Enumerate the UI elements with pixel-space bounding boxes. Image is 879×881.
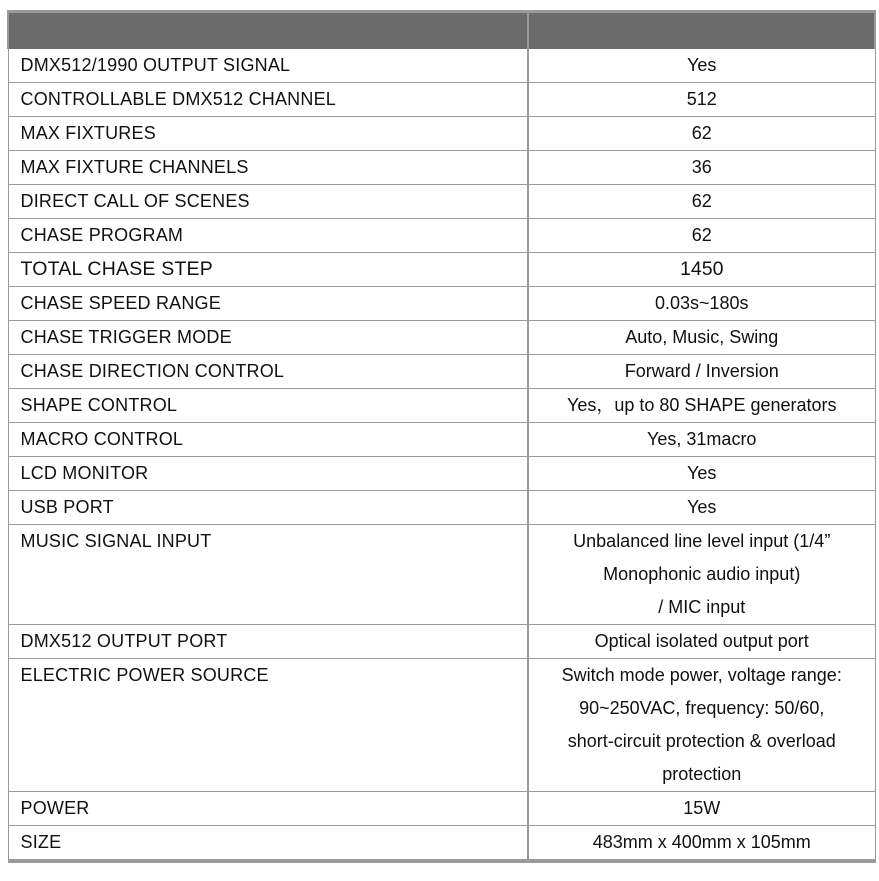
table-row [8, 792, 875, 826]
spec-label: MACRO CONTROL [8, 423, 528, 457]
spec-value [528, 457, 875, 491]
spec-value [528, 423, 875, 457]
spec-value-line: 62 [691, 123, 712, 143]
spec-value [528, 659, 875, 792]
spec-value-line: Monophonic audio input) [603, 564, 801, 584]
spec-value-line: 0.03s~180s [654, 293, 749, 313]
spec-value-line: short-circuit protection & overload [567, 731, 836, 751]
spec-value-line: 36 [691, 157, 712, 177]
spec-value-line: Unbalanced line level input (1/4” [573, 531, 831, 551]
table-row [8, 525, 875, 625]
spec-value [528, 491, 875, 525]
header-cell-feature [8, 12, 528, 50]
spec-value [528, 151, 875, 185]
spec-value-line: Yes, 31macro [647, 429, 757, 449]
spec-value-line: 483mm x 400mm x 105mm [592, 832, 811, 852]
spec-value [528, 525, 875, 625]
spec-label: CHASE PROGRAM [8, 219, 528, 253]
spec-label: DMX512/1990 OUTPUT SIGNAL [8, 49, 528, 83]
spec-value [528, 625, 875, 659]
table-row [8, 219, 875, 253]
table-body [8, 49, 875, 861]
spec-label: LCD MONITOR [8, 457, 528, 491]
spec-value-line: Yes [687, 463, 717, 483]
table-row [8, 321, 875, 355]
spec-value [528, 185, 875, 219]
spec-label: TOTAL CHASE STEP [8, 253, 528, 287]
spec-label: ELECTRIC POWER SOURCE [8, 659, 528, 792]
table-row [8, 287, 875, 321]
spec-value-line: Yes，up to 80 SHAPE generators [567, 395, 837, 415]
spec-value-line: Yes [687, 55, 717, 75]
spec-value [528, 253, 875, 287]
table-row [8, 423, 875, 457]
table-row [8, 457, 875, 491]
header-cell-value [528, 12, 875, 50]
spec-value-line: 15W [683, 798, 721, 818]
spec-value-line: Switch mode power, voltage range: [561, 665, 842, 685]
spec-label: DMX512 OUTPUT PORT [8, 625, 528, 659]
table-row [8, 355, 875, 389]
table-row [8, 83, 875, 117]
spec-value-line: 62 [691, 191, 712, 211]
spec-value [528, 355, 875, 389]
spec-value [528, 219, 875, 253]
spec-value [528, 321, 875, 355]
table-row [8, 826, 875, 862]
spec-value-line: Forward / Inversion [624, 361, 779, 381]
spec-label: CHASE TRIGGER MODE [8, 321, 528, 355]
table-header [8, 12, 875, 50]
table-row [8, 389, 875, 423]
table-row [8, 117, 875, 151]
spec-value-line: 1450 [680, 258, 724, 280]
spec-label: SHAPE CONTROL [8, 389, 528, 423]
spec-value-line: Optical isolated output port [594, 631, 809, 651]
spec-label: CONTROLLABLE DMX512 CHANNEL [8, 83, 528, 117]
spec-value [528, 49, 875, 83]
spec-label: MAX FIXTURE CHANNELS [8, 151, 528, 185]
table-row [8, 659, 875, 792]
table-row [8, 185, 875, 219]
spec-value-line: / MIC input [658, 597, 746, 617]
spec-value-line: protection [662, 764, 742, 784]
spec-label: MUSIC SIGNAL INPUT [8, 525, 528, 625]
spec-value-line: 62 [691, 225, 712, 245]
spec-label: DIRECT CALL OF SCENES [8, 185, 528, 219]
spec-label: USB PORT [8, 491, 528, 525]
table-row [8, 253, 875, 287]
table-row [8, 491, 875, 525]
spec-value [528, 117, 875, 151]
spec-label: SIZE [8, 826, 528, 862]
spec-value [528, 83, 875, 117]
spec-label: POWER [8, 792, 528, 826]
table-row [8, 151, 875, 185]
spec-value-line: Auto, Music, Swing [625, 327, 779, 347]
spec-value-line: Yes [687, 497, 717, 517]
spec-value [528, 389, 875, 423]
spec-value [528, 792, 875, 826]
spec-label: CHASE SPEED RANGE [8, 287, 528, 321]
spec-table [7, 10, 876, 863]
spec-value [528, 826, 875, 862]
spec-value [528, 287, 875, 321]
spec-label: CHASE DIRECTION CONTROL [8, 355, 528, 389]
header-row [8, 12, 875, 50]
spec-value-line: 90~250VAC, frequency: 50/60, [579, 698, 825, 718]
table-row [8, 625, 875, 659]
table-row [8, 49, 875, 83]
spec-label: MAX FIXTURES [8, 117, 528, 151]
spec-value-line: 512 [686, 89, 717, 109]
